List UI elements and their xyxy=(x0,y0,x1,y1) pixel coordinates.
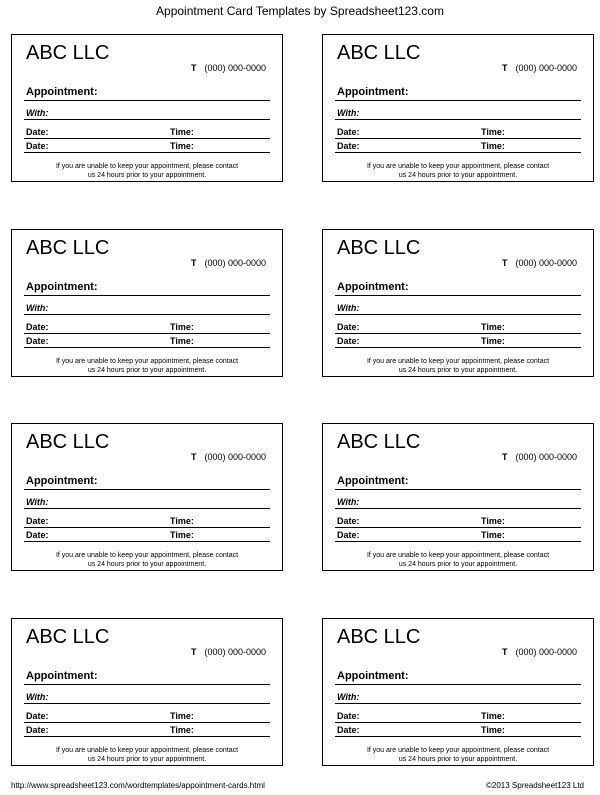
date-line xyxy=(24,527,270,528)
phone-line xyxy=(502,258,577,269)
date-label: Date: xyxy=(337,516,360,526)
date-label: Date: xyxy=(337,322,360,332)
phone-label: T xyxy=(501,647,508,657)
appointment-label: Appointment: xyxy=(26,670,98,682)
appointment-label: Appointment: xyxy=(26,86,98,98)
time-label: Time: xyxy=(481,711,505,721)
company-name: ABC LLC xyxy=(26,237,110,259)
company-name: ABC LLC xyxy=(26,431,110,453)
with-line xyxy=(335,314,581,315)
with-label: With: xyxy=(26,692,49,702)
date-line xyxy=(335,736,581,737)
time-label: Time: xyxy=(170,322,194,332)
time-label: Time: xyxy=(481,336,505,346)
with-label: With: xyxy=(26,497,49,507)
company-name: ABC LLC xyxy=(337,626,421,648)
appointment-line xyxy=(335,100,581,101)
notice-line: If you are unable to keep your appointment, please contact xyxy=(55,552,239,559)
footer-url[interactable]: http://www.spreadsheet123.com/wordtemplates/appointment-cards.html xyxy=(11,781,265,790)
cancellation-notice xyxy=(323,551,593,569)
with-label: With: xyxy=(26,108,49,118)
notice-line: us 24 hours prior to your appointment. xyxy=(87,172,207,179)
time-label: Time: xyxy=(170,141,194,151)
with-line xyxy=(335,508,581,509)
time-label: Time: xyxy=(170,530,194,540)
phone-label: T xyxy=(501,452,508,462)
phone-line xyxy=(502,647,577,658)
notice-line: us 24 hours prior to your appointment. xyxy=(398,561,518,568)
date-label: Date: xyxy=(337,725,360,735)
appointment-card xyxy=(11,229,283,377)
date-label: Date: xyxy=(26,516,49,526)
date-line xyxy=(335,138,581,139)
date-line xyxy=(335,722,581,723)
date-label: Date: xyxy=(26,530,49,540)
date-label: Date: xyxy=(337,530,360,540)
appointment-line xyxy=(24,684,270,685)
phone-number: (000) 000-0000 xyxy=(515,647,577,657)
notice-line: If you are unable to keep your appointment, please contact xyxy=(366,747,550,754)
appointment-label: Appointment: xyxy=(337,670,409,682)
cancellation-notice xyxy=(323,162,593,180)
date-line xyxy=(335,152,581,153)
appointment-line xyxy=(24,489,270,490)
time-label: Time: xyxy=(481,322,505,332)
date-line xyxy=(24,541,270,542)
notice-line: If you are unable to keep your appointment, please contact xyxy=(55,163,239,170)
phone-label: T xyxy=(190,258,197,268)
appointment-label: Appointment: xyxy=(337,281,409,293)
phone-label: T xyxy=(190,647,197,657)
date-label: Date: xyxy=(26,725,49,735)
date-line xyxy=(24,722,270,723)
time-label: Time: xyxy=(170,711,194,721)
appointment-line xyxy=(335,295,581,296)
date-line xyxy=(24,138,270,139)
notice-line: If you are unable to keep your appointment, please contact xyxy=(366,552,550,559)
time-label: Time: xyxy=(481,530,505,540)
appointment-line xyxy=(335,489,581,490)
company-name: ABC LLC xyxy=(26,626,110,648)
date-label: Date: xyxy=(337,127,360,137)
notice-line: us 24 hours prior to your appointment. xyxy=(398,756,518,763)
appointment-card xyxy=(11,618,283,766)
date-line xyxy=(335,333,581,334)
appointment-label: Appointment: xyxy=(337,475,409,487)
date-label: Date: xyxy=(26,711,49,721)
notice-line: us 24 hours prior to your appointment. xyxy=(398,172,518,179)
appointment-card xyxy=(322,229,594,377)
cancellation-notice xyxy=(323,357,593,375)
cancellation-notice xyxy=(12,746,282,764)
time-label: Time: xyxy=(170,516,194,526)
time-label: Time: xyxy=(170,336,194,346)
notice-line: If you are unable to keep your appointment, please contact xyxy=(366,358,550,365)
appointment-line xyxy=(335,684,581,685)
notice-line: If you are unable to keep your appointment, please contact xyxy=(55,747,239,754)
company-name: ABC LLC xyxy=(26,42,110,64)
appointment-label: Appointment: xyxy=(26,475,98,487)
date-label: Date: xyxy=(337,336,360,346)
date-line xyxy=(24,333,270,334)
appointment-label: Appointment: xyxy=(337,86,409,98)
with-label: With: xyxy=(337,108,360,118)
phone-line xyxy=(191,452,266,463)
cancellation-notice xyxy=(323,746,593,764)
phone-number: (000) 000-0000 xyxy=(515,452,577,462)
date-line xyxy=(24,152,270,153)
footer-copyright: ©2013 Spreadsheet123 Ltd xyxy=(486,781,584,790)
cancellation-notice xyxy=(12,551,282,569)
with-line xyxy=(24,119,270,120)
phone-line xyxy=(191,258,266,269)
company-name: ABC LLC xyxy=(337,431,421,453)
time-label: Time: xyxy=(170,725,194,735)
time-label: Time: xyxy=(481,725,505,735)
with-label: With: xyxy=(26,303,49,313)
notice-line: us 24 hours prior to your appointment. xyxy=(87,367,207,374)
cancellation-notice xyxy=(12,162,282,180)
time-label: Time: xyxy=(481,127,505,137)
date-label: Date: xyxy=(26,322,49,332)
date-line xyxy=(335,347,581,348)
with-label: With: xyxy=(337,692,360,702)
date-line xyxy=(335,541,581,542)
with-line xyxy=(24,508,270,509)
time-label: Time: xyxy=(481,141,505,151)
with-label: With: xyxy=(337,303,360,313)
phone-number: (000) 000-0000 xyxy=(204,63,266,73)
date-line xyxy=(335,527,581,528)
page-title: Appointment Card Templates by Spreadsheet123.com xyxy=(156,4,444,18)
date-label: Date: xyxy=(26,141,49,151)
appointment-card xyxy=(322,423,594,571)
notice-line: If you are unable to keep your appointment, please contact xyxy=(55,358,239,365)
appointment-label: Appointment: xyxy=(26,281,98,293)
date-label: Date: xyxy=(26,127,49,137)
appointment-card xyxy=(11,423,283,571)
date-line xyxy=(24,736,270,737)
with-line xyxy=(24,314,270,315)
phone-line xyxy=(191,63,266,74)
time-label: Time: xyxy=(170,127,194,137)
notice-line: us 24 hours prior to your appointment. xyxy=(398,367,518,374)
phone-label: T xyxy=(501,63,508,73)
date-label: Date: xyxy=(26,336,49,346)
company-name: ABC LLC xyxy=(337,42,421,64)
phone-label: T xyxy=(190,63,197,73)
with-line xyxy=(335,119,581,120)
phone-line xyxy=(191,647,266,658)
appointment-line xyxy=(24,100,270,101)
with-line xyxy=(24,703,270,704)
phone-number: (000) 000-0000 xyxy=(515,63,577,73)
phone-label: T xyxy=(190,452,197,462)
appointment-card xyxy=(11,34,283,182)
notice-line: If you are unable to keep your appointment, please contact xyxy=(366,163,550,170)
phone-number: (000) 000-0000 xyxy=(515,258,577,268)
with-line xyxy=(335,703,581,704)
date-label: Date: xyxy=(337,141,360,151)
cancellation-notice xyxy=(12,357,282,375)
company-name: ABC LLC xyxy=(337,237,421,259)
phone-label: T xyxy=(501,258,508,268)
with-label: With: xyxy=(337,497,360,507)
appointment-line xyxy=(24,295,270,296)
date-label: Date: xyxy=(337,711,360,721)
phone-line xyxy=(502,63,577,74)
phone-number: (000) 000-0000 xyxy=(204,258,266,268)
time-label: Time: xyxy=(481,516,505,526)
phone-number: (000) 000-0000 xyxy=(204,452,266,462)
notice-line: us 24 hours prior to your appointment. xyxy=(87,561,207,568)
phone-number: (000) 000-0000 xyxy=(204,647,266,657)
phone-line xyxy=(502,452,577,463)
appointment-card xyxy=(322,34,594,182)
date-line xyxy=(24,347,270,348)
appointment-card xyxy=(322,618,594,766)
notice-line: us 24 hours prior to your appointment. xyxy=(87,756,207,763)
